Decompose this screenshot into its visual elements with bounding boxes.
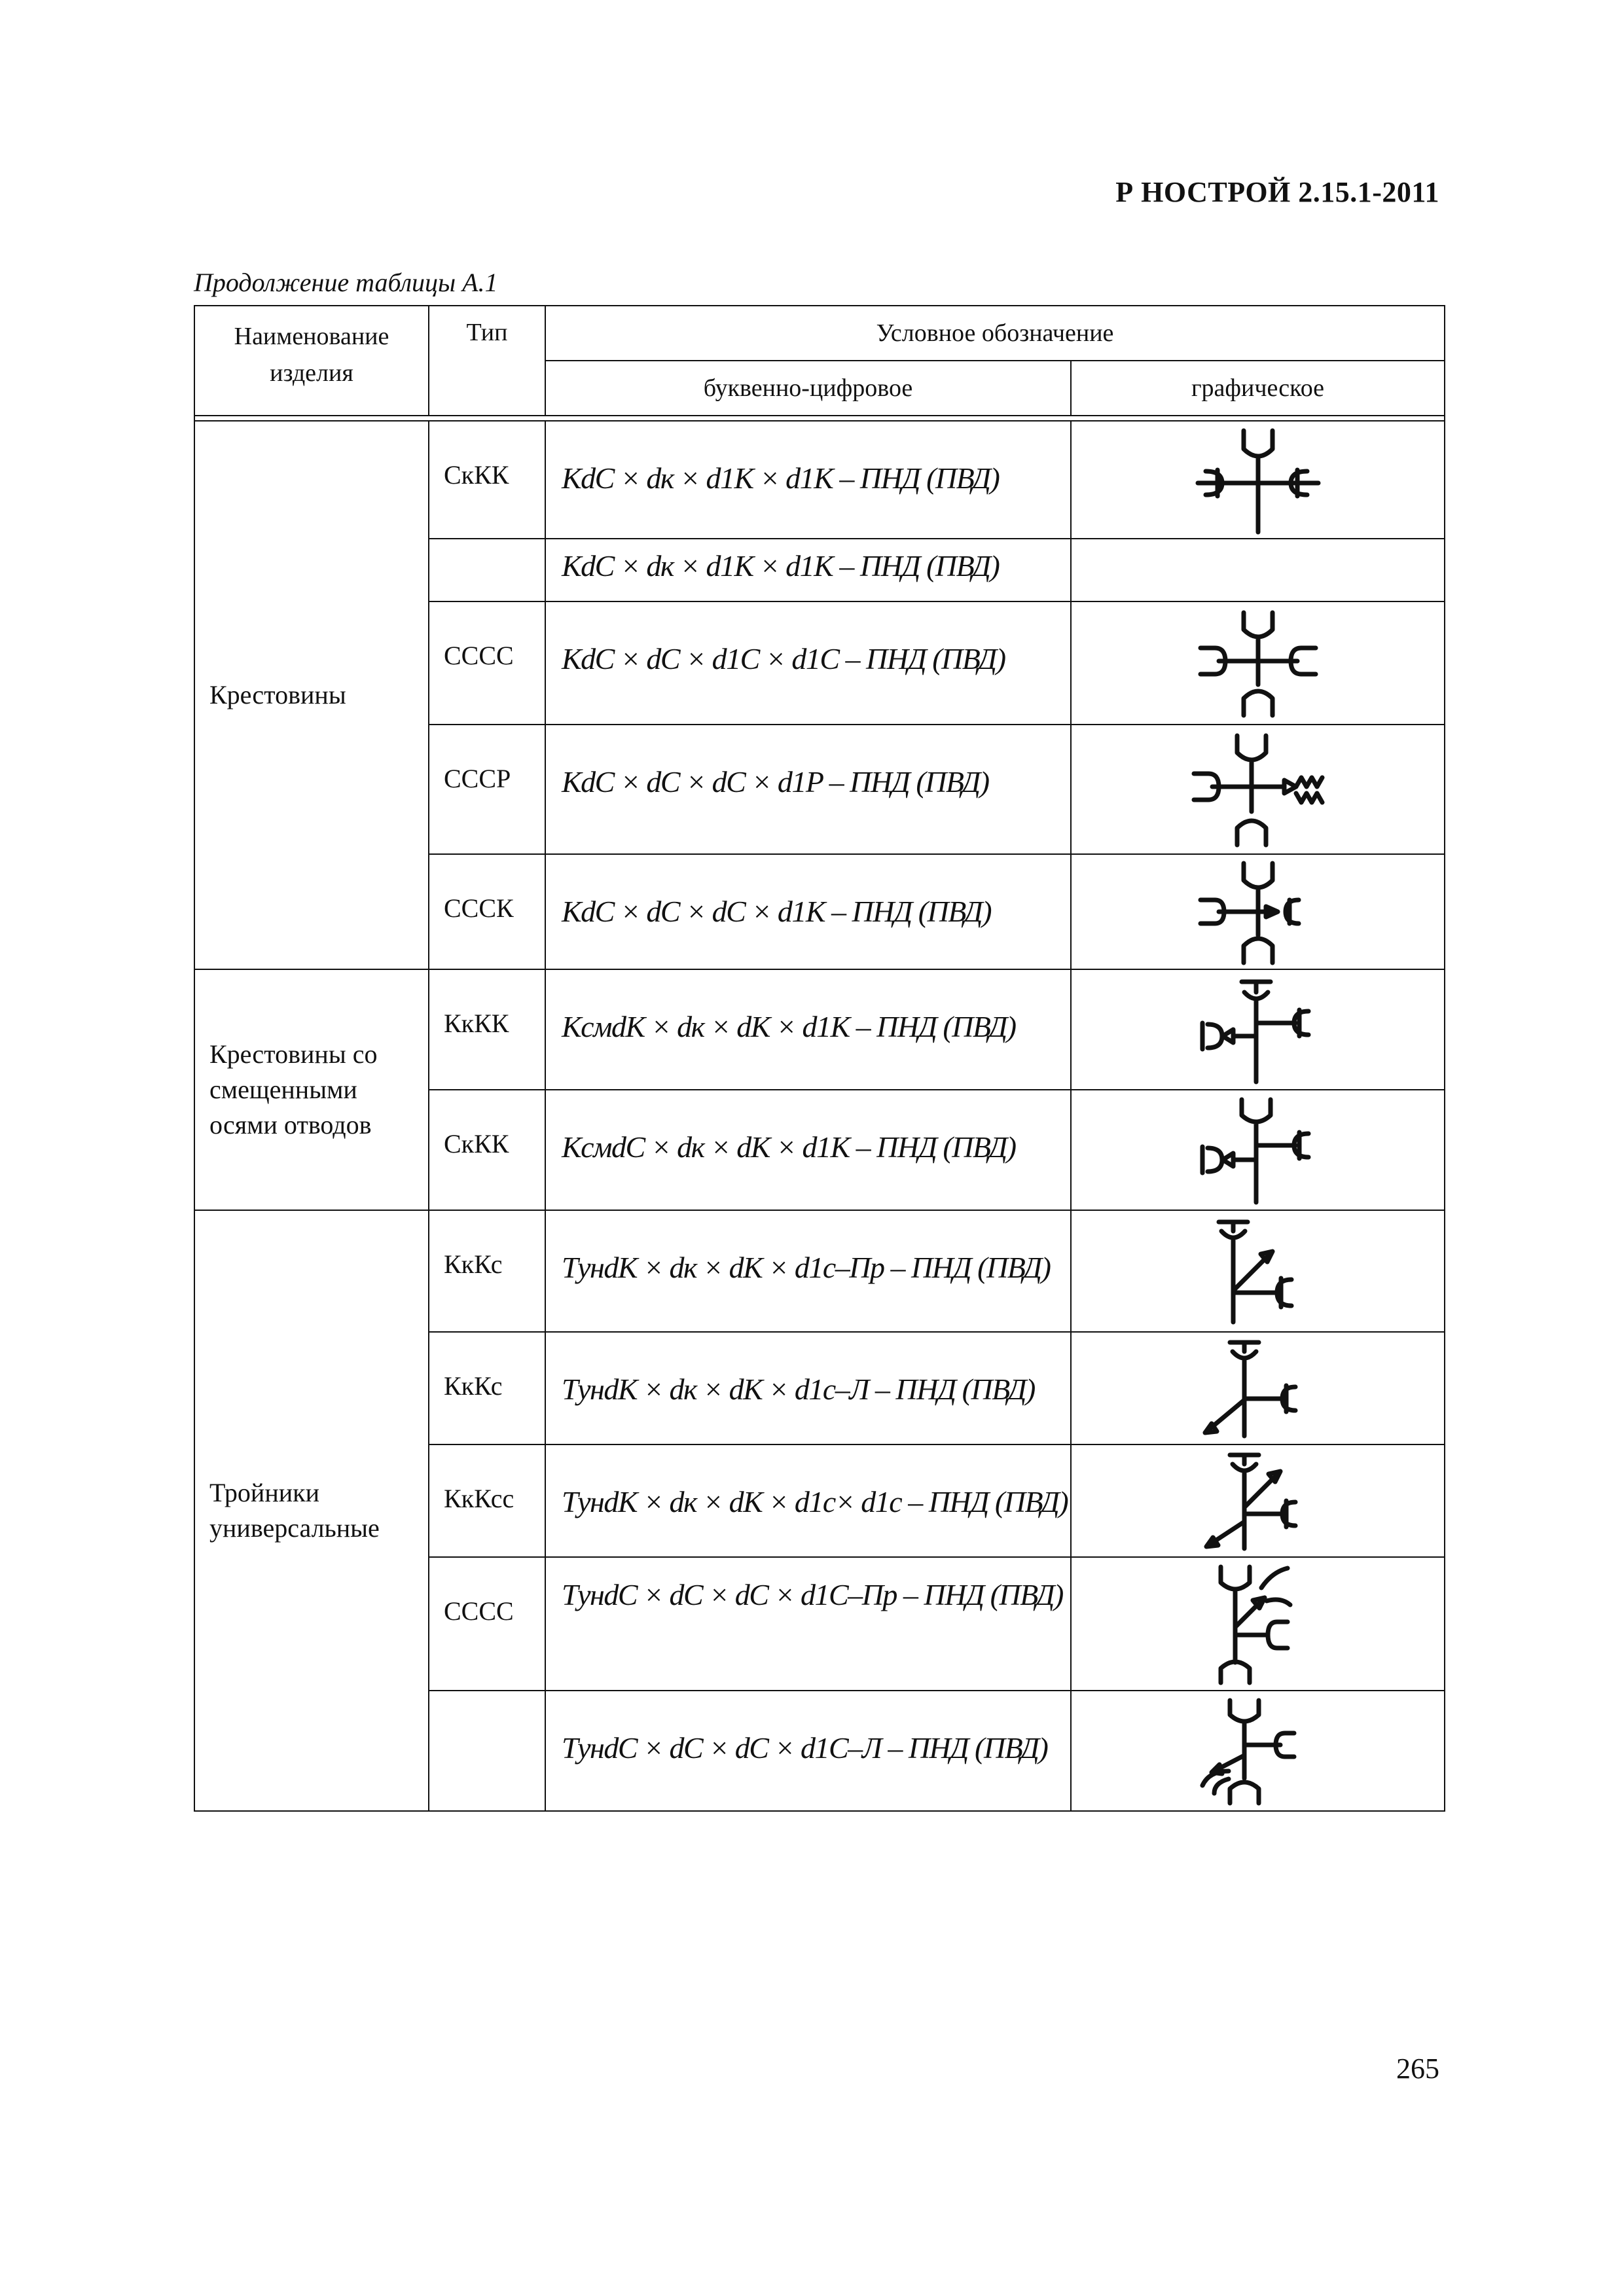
group-name: Тройники универсальные xyxy=(194,1210,429,1811)
offset-cross-spigot-icon xyxy=(1071,969,1445,1090)
column-header-graphic: графическое xyxy=(1071,361,1445,416)
column-header-designation: Условное обозначение xyxy=(545,306,1445,361)
row-type: СССС xyxy=(429,601,545,725)
table-row xyxy=(194,421,1445,539)
row-type: СкКК xyxy=(429,1090,545,1210)
table-row xyxy=(194,1210,1445,1332)
row-type: КкКс xyxy=(429,1210,545,1332)
row-formula: KdC × dC × dC × d1K – ПНД (ПВД) xyxy=(545,854,1071,969)
universal-tee-socket-left-icon xyxy=(1071,1691,1445,1811)
row-formula: TунdC × dC × dC × d1C–Пр – ПНД (ПВД) xyxy=(545,1557,1071,1691)
row-type: СССК xyxy=(429,854,545,969)
symbols-table xyxy=(194,305,1445,1812)
row-formula: TунdC × dC × dC × d1C–Л – ПНД (ПВД) xyxy=(545,1691,1071,1811)
column-header-alnum: буквенно-цифровое xyxy=(545,361,1071,416)
cross-four-socket-icon xyxy=(1071,601,1445,725)
universal-tee-left-icon xyxy=(1071,1332,1445,1444)
cross-socket-reducer-icon xyxy=(1071,854,1445,969)
row-formula: KdC × dк × d1K × d1K – ПНД (ПВД) xyxy=(545,421,1071,539)
row-type: КкКК xyxy=(429,969,545,1090)
document-code: Р НОСТРОЙ 2.15.1-2011 xyxy=(1115,176,1439,208)
row-formula: TунdK × dк × dK × d1c× d1c – ПНД (ПВД) xyxy=(545,1444,1071,1557)
table-caption: Продолжение таблицы А.1 xyxy=(194,268,498,297)
cross-socket-thread-icon xyxy=(1071,725,1445,854)
row-type: КкКс xyxy=(429,1332,545,1444)
row-formula: KdC × dк × d1K × d1K – ПНД (ПВД) xyxy=(545,539,1071,601)
header-separator xyxy=(194,416,1445,421)
group-name: Крестовины xyxy=(194,421,429,969)
row-formula: TунdK × dк × dK × d1c–Л – ПНД (ПВД) xyxy=(545,1332,1071,1444)
offset-cross-socket-icon xyxy=(1071,1090,1445,1210)
universal-tee-right-icon xyxy=(1071,1210,1445,1332)
page-number: 265 xyxy=(1396,2053,1439,2085)
table-header-row xyxy=(194,306,1445,361)
row-type: СкКК xyxy=(429,421,545,539)
row-formula: KdC × dC × dC × d1P – ПНД (ПВД) xyxy=(545,725,1071,854)
row-formula: KdC × dC × d1C × d1C – ПНД (ПВД) xyxy=(545,601,1071,725)
row-formula: TунdK × dк × dK × d1c–Пр – ПНД (ПВД) xyxy=(545,1210,1071,1332)
row-formula: KсмdC × dк × dK × d1K – ПНД (ПВД) xyxy=(545,1090,1071,1210)
table-row xyxy=(194,969,1445,1090)
row-type: СССР xyxy=(429,725,545,854)
column-header-name: Наименование изделия xyxy=(194,306,429,416)
group-name: Крестовины со смещенными осями отводов xyxy=(194,969,429,1210)
universal-tee-socket-right-icon xyxy=(1071,1557,1445,1691)
row-graphic-empty xyxy=(1071,539,1445,601)
column-header-type: Тип xyxy=(429,306,545,416)
row-type: КкКсс xyxy=(429,1444,545,1557)
row-type xyxy=(429,539,545,601)
universal-tee-double-icon xyxy=(1071,1444,1445,1557)
row-formula: KсмdK × dк × dK × d1K – ПНД (ПВД) xyxy=(545,969,1071,1090)
cross-socket-spigot-fitting-icon xyxy=(1071,421,1445,539)
row-type: СССС xyxy=(429,1557,545,1691)
row-type xyxy=(429,1691,545,1811)
